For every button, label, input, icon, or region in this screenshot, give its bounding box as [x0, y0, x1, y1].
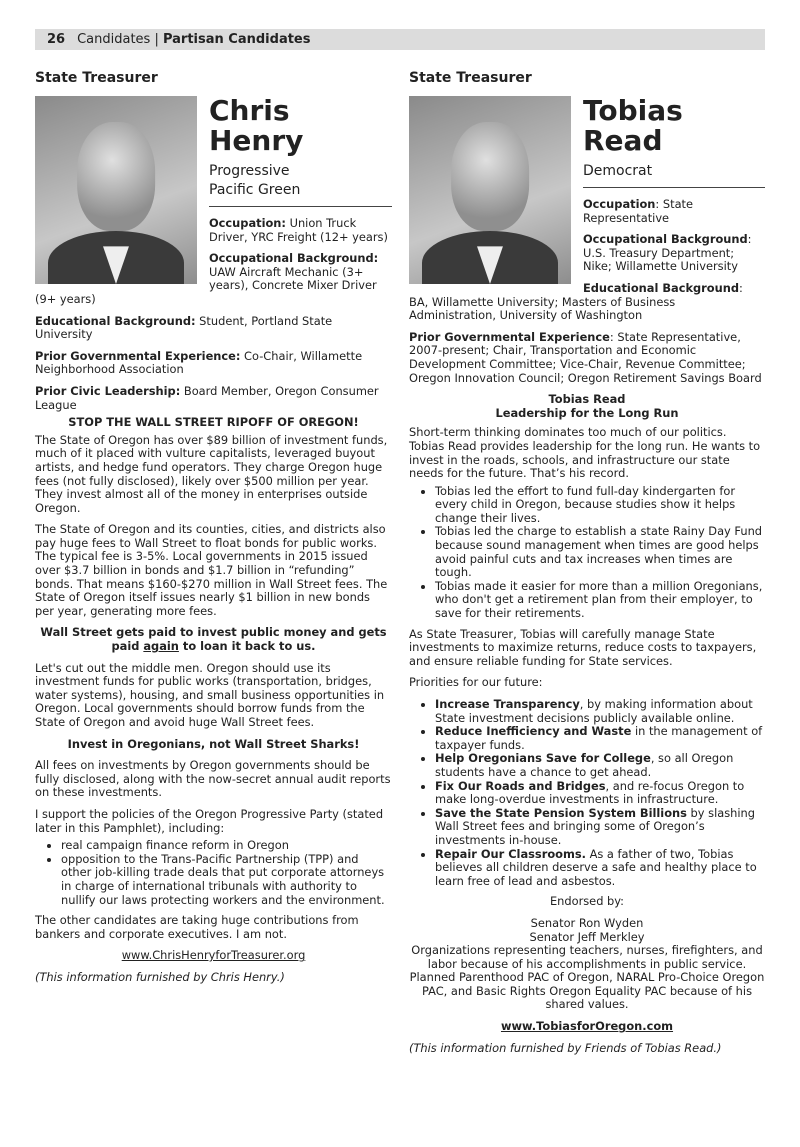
statement-paragraph: As State Treasurer, Tobias will carefully manage State investments to maximize returns, reduce costs to taxpayers, and ensure reliable funding for State services. [409, 626, 757, 668]
statement-paragraph: Short-term thinking dominates too much of our politics. Tobias Read provides leadership for the long run. He wants to invest in the roads, schools, and infrastructure our state needs for the future. That’s his record. [409, 425, 761, 481]
statement-subheading: Leadership for the Long Run [495, 405, 679, 420]
candidate-photo [35, 96, 197, 284]
list-item: • Reduce Inefficiency and Waste in the management of taxpayer funds. [435, 725, 765, 752]
candidate-last-name: Read [583, 124, 663, 157]
divider [209, 206, 392, 207]
endorser: Organizations representing teachers, nurses, firefighters, and labor because of his accomplishments in public service. Planned Parenthood PAC of Oregon, NARAL Pro-Choice Oregon PAC, and Basic Rights Oregon Equality PAC because of his shared values. [409, 943, 765, 1012]
list-item: • Fix Our Roads and Bridges, and re-focus Oregon to make long-overdue investments in infrastructure. [435, 780, 765, 807]
list-item: • opposition to the Trans-Pacific Partnership (TPP) and other job-killing trade deals that put corporate attorneys in charge of international tribunals with authority to nullify our laws protecting workers and the environment. [61, 853, 392, 907]
list-item: • Help Oregonians Save for College, so all Oregon students have a chance to get ahead. [435, 752, 765, 779]
candidate-column-right [409, 70, 765, 1063]
candidate-last-name: Henry [209, 124, 304, 157]
section-label: Candidates [77, 32, 151, 47]
candidate-party: Democrat [583, 163, 653, 179]
divider [583, 187, 765, 188]
furnished-by: (This information furnished by Friends of Tobias Read.) [409, 1040, 722, 1055]
occupational-background: Occupational Background: U.S. Treasury Department; Nike; Willamette University [583, 232, 752, 274]
occupational-background: Occupational Background: UAW Aircraft Mechanic (3+ years), Concrete Mixer Driver (9+ years) [35, 251, 379, 306]
endorsed-by-label: Endorsed by: [549, 894, 625, 909]
endorser: Senator Jeff Merkley [529, 929, 645, 944]
candidate-party: Progressive [209, 163, 290, 179]
candidate-column-left [35, 70, 392, 993]
statement-paragraph: I support the policies of the Oregon Progressive Party (stated later in this Pamphlet), including: [35, 806, 384, 835]
statement-heading: Invest in Oregonians, not Wall Street Sharks! [67, 736, 360, 751]
candidate-photo [409, 96, 571, 284]
furnished-by: (This information furnished by Chris Henry.) [35, 969, 285, 984]
governmental-experience: Prior Governmental Experience: State Representative, 2007-present; Chair, Transportation and Economic Development Committee; Vice-Chair, Revenue Committee; Oregon Innovation Council; Oregon Retirement Savings Board [409, 329, 762, 385]
list-item: • Tobias led the effort to fund full-day kindergarten for every child in Oregon, because studies show it helps change their lives. [435, 485, 765, 526]
candidate-first-name: Chris [209, 94, 290, 127]
civic-leadership: Prior Civic Leadership: Board Member, Oregon Consumer League [35, 383, 379, 412]
page-number: 26 [47, 32, 66, 47]
campaign-website-link[interactable]: www.TobiasforOregon.com [500, 1019, 674, 1034]
statement-heading: Wall Street gets paid to invest public money and gets paid again to loan it back to us. [40, 625, 387, 654]
record-list [409, 485, 765, 621]
statement-paragraph: Let's cut out the middle men. Oregon should use its investment funds for public works (transportation, bridges, water systems), housing, and small business opportunities in Oregon. Local governments should borrow funds from the State of Oregon and avoid huge Wall Street fees. [35, 660, 385, 729]
list-item: • Repair Our Classrooms. As a father of two, Tobias believes all children deserve a safe and healthy place to learn free of lead and asbestos. [435, 848, 765, 889]
educational-background: Educational Background: BA, Willamette University; Masters of Business Administration, University of Washington [409, 280, 743, 323]
candidate-party-2: Pacific Green [209, 182, 301, 198]
statement-heading: Tobias Read [548, 392, 626, 407]
list-item: • real campaign finance reform in Oregon [61, 839, 392, 853]
statement-paragraph: All fees on investments by Oregon governments should be fully disclosed, along with the now-secret annual audit reports on these investments. [35, 758, 391, 800]
subsection-label: Partisan Candidates [162, 32, 311, 47]
endorser: Senator Ron Wyden [530, 915, 644, 930]
office-title: State Treasurer [35, 70, 158, 86]
statement-paragraph: Priorities for our future: [409, 675, 543, 690]
candidate-first-name: Tobias [583, 94, 683, 127]
governmental-experience: Prior Governmental Experience: Co-Chair, Willamette Neighborhood Association [35, 348, 363, 377]
statement-paragraph: The State of Oregon and its counties, cities, and districts also pay huge fees to Wall Street to float bonds for public works. The typical fee is 3-5%. Local governments in 2015 issued over $3.7 billion in bonds and $1.7 billion in “refunding” bonds. That means $160-$270 million in Wall Street fees. The State of Oregon itself issues nearly $1 billion in new bonds per year, generating more fees. [35, 522, 388, 618]
list-item: • Increase Transparency, by making information about State investment decisions publicly available online. [435, 698, 765, 725]
list-item: • Save the State Pension System Billions by slashing Wall Street fees and bringing some of Oregon’s investments in-house. [435, 807, 765, 848]
campaign-website-link[interactable]: www.ChrisHenryforTreasurer.org [121, 948, 306, 963]
occupation: Occupation: State Representative [583, 197, 694, 225]
list-item: • Tobias made it easier for more than a million Oregonians, who don't get a retirement plan from their employer, to save for their retirements. [435, 580, 765, 621]
occupation: Occupation: Union Truck Driver, YRC Freight (12+ years) [209, 216, 388, 244]
educational-background: Educational Background: Student, Portland State University [35, 313, 333, 342]
statement-heading: STOP THE WALL STREET RIPOFF OF OREGON! [68, 415, 359, 430]
policy-list [35, 839, 392, 907]
page-header: 26 Candidates | Partisan Candidates [35, 29, 765, 50]
priorities-list [409, 698, 765, 888]
statement-paragraph: The other candidates are taking huge contributions from bankers and corporate executives. I am not. [35, 913, 359, 941]
statement-paragraph: The State of Oregon has over $89 billion of investment funds, much of it placed with vulture capitalists, leveraged buyout artists, and hedge fund operators. They charge Oregon huge fees (not fully disclosed), likely over $500 million per year. They invest almost all of the money in enterprises outside Oregon. [35, 432, 388, 515]
office-title: State Treasurer [409, 70, 532, 86]
list-item: • Tobias led the charge to establish a state Rainy Day Fund because sound management when times are good helps avoid painful cuts and tax increases when times are tough. [435, 525, 765, 579]
